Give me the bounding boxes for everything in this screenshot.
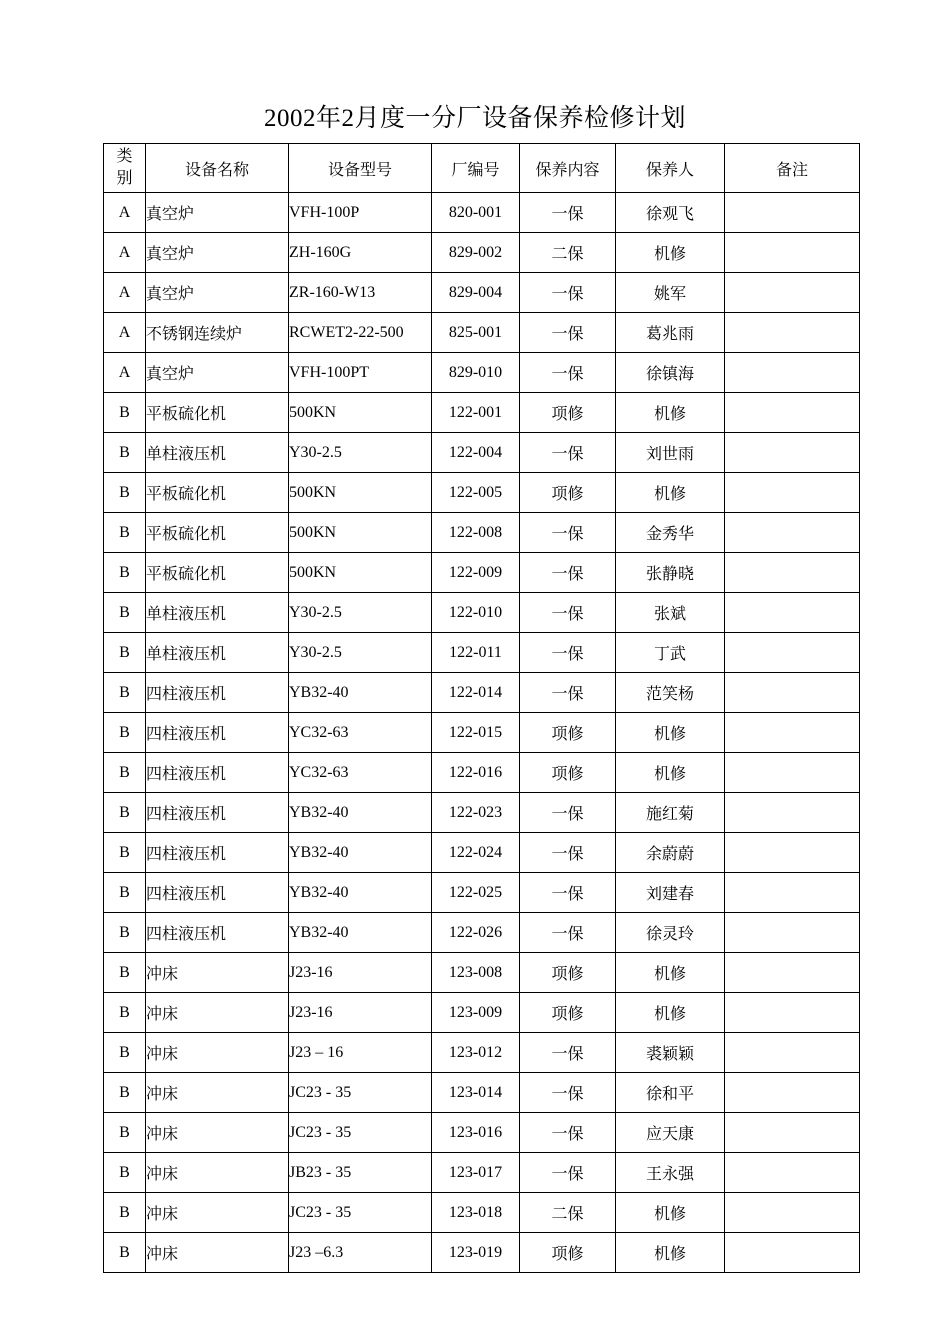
- cell-remark: [725, 513, 860, 553]
- cell-category: A: [104, 193, 146, 233]
- cell-equipment-name: 平板硫化机: [146, 473, 289, 513]
- cell-equipment-name: 真空炉: [146, 353, 289, 393]
- cell-remark: [725, 273, 860, 313]
- header-factory-number: 厂编号: [432, 144, 520, 193]
- cell-equipment-model: Y30-2.5: [289, 433, 432, 473]
- table-row: [104, 513, 860, 553]
- cell-equipment-model: JC23 - 35: [289, 1113, 432, 1153]
- cell-equipment-model: ZH-160G: [289, 233, 432, 273]
- cell-maintainer: 刘世雨: [616, 433, 725, 473]
- table-body: [104, 193, 860, 1273]
- cell-factory-number: 122-011: [432, 633, 520, 673]
- table-row: [104, 913, 860, 953]
- cell-equipment-model: J23 –6.3: [289, 1233, 432, 1273]
- cell-maintenance-content: 一保: [520, 1073, 616, 1113]
- cell-remark: [725, 833, 860, 873]
- cell-equipment-name: 四柱液压机: [146, 873, 289, 913]
- cell-factory-number: 820-001: [432, 193, 520, 233]
- cell-category: B: [104, 873, 146, 913]
- cell-equipment-model: Y30-2.5: [289, 593, 432, 633]
- cell-category: A: [104, 313, 146, 353]
- cell-remark: [725, 233, 860, 273]
- cell-maintainer: 徐观飞: [616, 193, 725, 233]
- cell-maintenance-content: 一保: [520, 593, 616, 633]
- cell-maintenance-content: 一保: [520, 873, 616, 913]
- cell-equipment-model: JC23 - 35: [289, 1193, 432, 1233]
- cell-factory-number: 123-017: [432, 1153, 520, 1193]
- cell-equipment-name: 冲床: [146, 1033, 289, 1073]
- cell-remark: [725, 593, 860, 633]
- table-row: [104, 993, 860, 1033]
- table-header-row: [104, 144, 860, 193]
- cell-category: A: [104, 233, 146, 273]
- cell-equipment-model: YB32-40: [289, 913, 432, 953]
- cell-equipment-name: 四柱液压机: [146, 913, 289, 953]
- cell-maintainer: 范笑杨: [616, 673, 725, 713]
- cell-maintainer: 徐灵玲: [616, 913, 725, 953]
- page-title: 2002年2月度一分厂设备保养检修计划: [263, 105, 686, 132]
- cell-factory-number: 829-010: [432, 353, 520, 393]
- table-row: [104, 233, 860, 273]
- cell-maintenance-content: 一保: [520, 1033, 616, 1073]
- cell-category: B: [104, 1073, 146, 1113]
- header-equipment-model: 设备型号: [289, 144, 432, 193]
- cell-maintainer: 徐镇海: [616, 353, 725, 393]
- cell-remark: [725, 433, 860, 473]
- table-row: [104, 713, 860, 753]
- cell-factory-number: 829-002: [432, 233, 520, 273]
- cell-factory-number: 123-016: [432, 1113, 520, 1153]
- table-row: [104, 1113, 860, 1153]
- cell-category: B: [104, 1153, 146, 1193]
- table-row: [104, 793, 860, 833]
- table-row: [104, 273, 860, 313]
- cell-factory-number: 122-023: [432, 793, 520, 833]
- cell-maintenance-content: 项修: [520, 753, 616, 793]
- cell-remark: [725, 1113, 860, 1153]
- cell-factory-number: 122-005: [432, 473, 520, 513]
- cell-maintenance-content: 一保: [520, 313, 616, 353]
- table-row: [104, 753, 860, 793]
- cell-maintenance-content: 一保: [520, 673, 616, 713]
- table-row: [104, 553, 860, 593]
- table-row: [104, 1033, 860, 1073]
- cell-category: B: [104, 833, 146, 873]
- table-row: [104, 1153, 860, 1193]
- cell-category: B: [104, 1233, 146, 1273]
- cell-factory-number: 123-008: [432, 953, 520, 993]
- table-row: [104, 473, 860, 513]
- cell-equipment-name: 冲床: [146, 1153, 289, 1193]
- cell-equipment-model: VFH-100P: [289, 193, 432, 233]
- cell-maintenance-content: 一保: [520, 633, 616, 673]
- cell-equipment-model: 500KN: [289, 393, 432, 433]
- table-row: [104, 593, 860, 633]
- cell-maintainer: 张斌: [616, 593, 725, 633]
- cell-maintenance-content: 项修: [520, 473, 616, 513]
- cell-equipment-name: 四柱液压机: [146, 793, 289, 833]
- cell-factory-number: 123-018: [432, 1193, 520, 1233]
- cell-remark: [725, 1193, 860, 1233]
- cell-remark: [725, 993, 860, 1033]
- cell-category: B: [104, 673, 146, 713]
- cell-equipment-name: 四柱液压机: [146, 713, 289, 753]
- cell-remark: [725, 1153, 860, 1193]
- cell-factory-number: 123-014: [432, 1073, 520, 1113]
- cell-equipment-model: 500KN: [289, 473, 432, 513]
- cell-equipment-name: 真空炉: [146, 273, 289, 313]
- table-row: [104, 633, 860, 673]
- table-row: [104, 833, 860, 873]
- cell-equipment-model: J23-16: [289, 953, 432, 993]
- cell-factory-number: 825-001: [432, 313, 520, 353]
- cell-equipment-name: 真空炉: [146, 193, 289, 233]
- header-category: [104, 144, 146, 193]
- cell-equipment-model: J23 – 16: [289, 1033, 432, 1073]
- cell-category: B: [104, 393, 146, 433]
- header-maintainer: 保养人: [616, 144, 725, 193]
- cell-factory-number: 122-004: [432, 433, 520, 473]
- cell-maintenance-content: 一保: [520, 913, 616, 953]
- cell-equipment-name: 四柱液压机: [146, 833, 289, 873]
- cell-maintainer: 机修: [616, 953, 725, 993]
- cell-factory-number: 122-010: [432, 593, 520, 633]
- cell-remark: [725, 1073, 860, 1113]
- cell-category: B: [104, 513, 146, 553]
- maintenance-plan-table: [103, 143, 860, 1273]
- table-row: [104, 313, 860, 353]
- cell-maintenance-content: 二保: [520, 233, 616, 273]
- cell-maintenance-content: 一保: [520, 513, 616, 553]
- cell-equipment-name: 平板硫化机: [146, 513, 289, 553]
- cell-remark: [725, 313, 860, 353]
- cell-equipment-model: YB32-40: [289, 833, 432, 873]
- cell-remark: [725, 1233, 860, 1273]
- table-row: [104, 1233, 860, 1273]
- cell-equipment-name: 四柱液压机: [146, 753, 289, 793]
- cell-remark: [725, 873, 860, 913]
- cell-remark: [725, 553, 860, 593]
- cell-category: B: [104, 753, 146, 793]
- table-row: [104, 1073, 860, 1113]
- cell-equipment-model: 500KN: [289, 553, 432, 593]
- cell-category: B: [104, 473, 146, 513]
- cell-maintainer: 机修: [616, 233, 725, 273]
- cell-factory-number: 123-019: [432, 1233, 520, 1273]
- cell-equipment-model: YC32-63: [289, 713, 432, 753]
- cell-factory-number: 122-016: [432, 753, 520, 793]
- cell-remark: [725, 913, 860, 953]
- cell-remark: [725, 393, 860, 433]
- cell-factory-number: 122-024: [432, 833, 520, 873]
- cell-category: B: [104, 993, 146, 1033]
- cell-equipment-model: YB32-40: [289, 673, 432, 713]
- cell-category: B: [104, 713, 146, 753]
- cell-category: B: [104, 633, 146, 673]
- cell-maintainer: 王永强: [616, 1153, 725, 1193]
- table-row: [104, 353, 860, 393]
- cell-maintainer: 金秀华: [616, 513, 725, 553]
- cell-maintenance-content: 一保: [520, 833, 616, 873]
- cell-remark: [725, 193, 860, 233]
- table-row: [104, 953, 860, 993]
- cell-remark: [725, 953, 860, 993]
- cell-remark: [725, 1033, 860, 1073]
- cell-equipment-model: YB32-40: [289, 793, 432, 833]
- cell-equipment-name: 冲床: [146, 1233, 289, 1273]
- cell-maintenance-content: 一保: [520, 433, 616, 473]
- cell-factory-number: 122-009: [432, 553, 520, 593]
- header-category-line2: 别: [116, 170, 133, 187]
- cell-maintainer: 刘建春: [616, 873, 725, 913]
- cell-equipment-name: 单柱液压机: [146, 633, 289, 673]
- cell-maintenance-content: 项修: [520, 713, 616, 753]
- cell-remark: [725, 753, 860, 793]
- cell-equipment-model: ZR-160-W13: [289, 273, 432, 313]
- cell-maintenance-content: 一保: [520, 793, 616, 833]
- cell-equipment-name: 冲床: [146, 1073, 289, 1113]
- cell-equipment-model: JB23 - 35: [289, 1153, 432, 1193]
- cell-maintainer: 机修: [616, 393, 725, 433]
- cell-equipment-name: 不锈钢连续炉: [146, 313, 289, 353]
- cell-maintenance-content: 项修: [520, 953, 616, 993]
- cell-remark: [725, 673, 860, 713]
- cell-factory-number: 122-025: [432, 873, 520, 913]
- cell-maintainer: 施红菊: [616, 793, 725, 833]
- cell-factory-number: 122-014: [432, 673, 520, 713]
- cell-maintainer: 机修: [616, 1233, 725, 1273]
- cell-maintenance-content: 一保: [520, 273, 616, 313]
- cell-equipment-model: J23-16: [289, 993, 432, 1033]
- cell-maintainer: 机修: [616, 713, 725, 753]
- cell-category: B: [104, 913, 146, 953]
- cell-factory-number: 123-009: [432, 993, 520, 1033]
- cell-remark: [725, 633, 860, 673]
- cell-equipment-name: 冲床: [146, 1193, 289, 1233]
- cell-maintainer: 丁武: [616, 633, 725, 673]
- table-row: [104, 1193, 860, 1233]
- cell-maintenance-content: 一保: [520, 1113, 616, 1153]
- cell-maintainer: 张静晓: [616, 553, 725, 593]
- cell-category: B: [104, 953, 146, 993]
- cell-maintainer: 余蔚蔚: [616, 833, 725, 873]
- cell-equipment-model: JC23 - 35: [289, 1073, 432, 1113]
- table-row: [104, 193, 860, 233]
- cell-maintainer: 机修: [616, 993, 725, 1033]
- cell-equipment-name: 单柱液压机: [146, 433, 289, 473]
- cell-category: B: [104, 1113, 146, 1153]
- cell-remark: [725, 353, 860, 393]
- cell-equipment-model: RCWET2-22-500: [289, 313, 432, 353]
- cell-maintenance-content: 项修: [520, 1233, 616, 1273]
- cell-category: B: [104, 1193, 146, 1233]
- cell-category: B: [104, 1033, 146, 1073]
- cell-category: B: [104, 593, 146, 633]
- cell-maintainer: 应天康: [616, 1113, 725, 1153]
- cell-factory-number: 122-008: [432, 513, 520, 553]
- header-remark: 备注: [725, 144, 860, 193]
- cell-equipment-model: Y30-2.5: [289, 633, 432, 673]
- cell-category: B: [104, 793, 146, 833]
- header-category-line1: 类: [116, 148, 133, 165]
- cell-equipment-model: YB32-40: [289, 873, 432, 913]
- header-maintenance-content: 保养内容: [520, 144, 616, 193]
- cell-category: B: [104, 553, 146, 593]
- cell-maintenance-content: 一保: [520, 553, 616, 593]
- cell-category: A: [104, 273, 146, 313]
- cell-maintenance-content: 一保: [520, 193, 616, 233]
- cell-equipment-name: 冲床: [146, 953, 289, 993]
- cell-equipment-name: 真空炉: [146, 233, 289, 273]
- cell-maintainer: 徐和平: [616, 1073, 725, 1113]
- cell-factory-number: 123-012: [432, 1033, 520, 1073]
- cell-maintainer: 姚军: [616, 273, 725, 313]
- cell-equipment-name: 四柱液压机: [146, 673, 289, 713]
- cell-maintainer: 机修: [616, 1193, 725, 1233]
- cell-equipment-model: YC32-63: [289, 753, 432, 793]
- table-row: [104, 673, 860, 713]
- cell-factory-number: 122-026: [432, 913, 520, 953]
- cell-equipment-name: 单柱液压机: [146, 593, 289, 633]
- cell-maintenance-content: 一保: [520, 1153, 616, 1193]
- cell-category: A: [104, 353, 146, 393]
- cell-maintainer: 机修: [616, 753, 725, 793]
- cell-equipment-model: VFH-100PT: [289, 353, 432, 393]
- table-row: [104, 433, 860, 473]
- cell-equipment-name: 冲床: [146, 1113, 289, 1153]
- cell-category: B: [104, 433, 146, 473]
- cell-remark: [725, 793, 860, 833]
- header-equipment-name: 设备名称: [146, 144, 289, 193]
- cell-maintenance-content: 项修: [520, 393, 616, 433]
- cell-remark: [725, 713, 860, 753]
- cell-maintenance-content: 二保: [520, 1193, 616, 1233]
- table-row: [104, 393, 860, 433]
- cell-equipment-name: 冲床: [146, 993, 289, 1033]
- cell-equipment-name: 平板硫化机: [146, 393, 289, 433]
- cell-maintainer: 葛兆雨: [616, 313, 725, 353]
- cell-factory-number: 829-004: [432, 273, 520, 313]
- cell-remark: [725, 473, 860, 513]
- cell-equipment-name: 平板硫化机: [146, 553, 289, 593]
- cell-factory-number: 122-015: [432, 713, 520, 753]
- table-row: [104, 873, 860, 913]
- cell-factory-number: 122-001: [432, 393, 520, 433]
- cell-equipment-model: 500KN: [289, 513, 432, 553]
- cell-maintainer: 裘颖颖: [616, 1033, 725, 1073]
- cell-maintenance-content: 项修: [520, 993, 616, 1033]
- cell-maintainer: 机修: [616, 473, 725, 513]
- cell-maintenance-content: 一保: [520, 353, 616, 393]
